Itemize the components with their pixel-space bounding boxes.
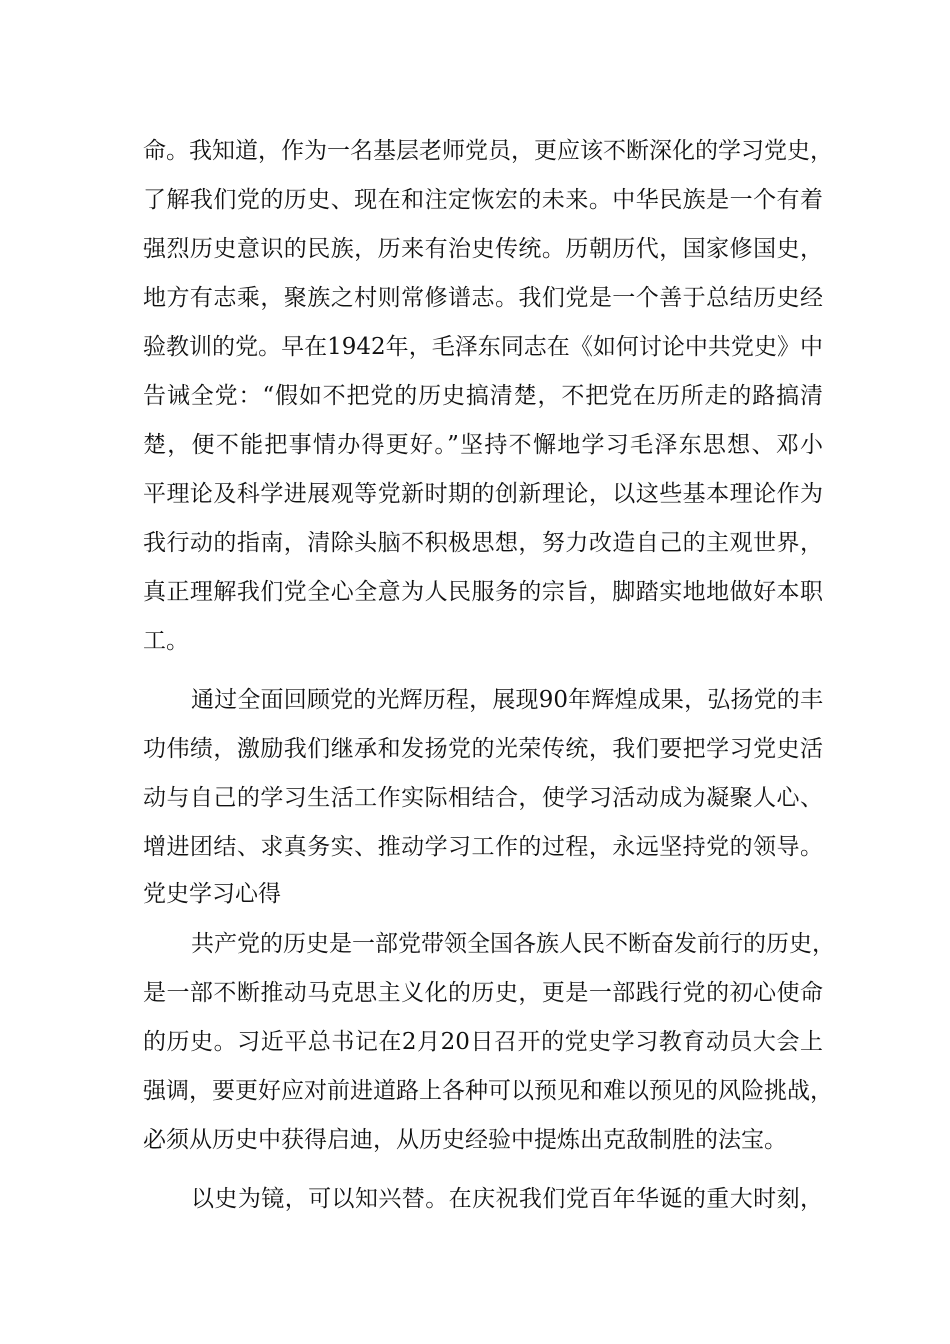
text-line: 是一部不断推动马克思主义化的历史，更是一部践行党的初心使命	[143, 980, 823, 1006]
text-line: 功伟绩，激励我们继承和发扬党的光荣传统，我们要把学习党史活	[143, 736, 823, 762]
text-line: 告诫全党：“假如不把党的历史搞清楚，不把党在历所走的路搞清	[143, 383, 823, 409]
section-heading: 党史学习心得	[143, 881, 281, 907]
text-line: 增进团结、求真务实、推动学习工作的过程，永远坚持党的领导。	[143, 834, 823, 860]
text-line: 了解我们党的历史、现在和注定恢宏的未来。中华民族是一个有着	[143, 187, 823, 213]
text-line: 必须从历史中获得启迪，从历史经验中提炼出克敌制胜的法宝。	[143, 1127, 787, 1153]
text-line: 真正理解我们党全心全意为人民服务的宗旨，脚踏实地地做好本职	[143, 579, 823, 605]
text-line: 我行动的指南，清除头脑不积极思想，努力改造自己的主观世界，	[143, 530, 823, 556]
text-line: 强调，要更好应对前进道路上各种可以预见和难以预见的风险挑战，	[143, 1078, 833, 1104]
text-line: 共产党的历史是一部党带领全国各族人民不断奋发前行的历史，	[191, 931, 835, 957]
text-line: 楚，便不能把事情办得更好。”坚持不懈地学习毛泽东思想、邓小	[143, 432, 823, 458]
text-line: 动与自己的学习生活工作实际相结合，使学习活动成为凝聚人心、	[143, 785, 823, 811]
text-line: 的历史。习近平总书记在2月20日召开的党史学习教育动员大会上	[143, 1029, 823, 1055]
text-line: 验教训的党。早在1942年，毛泽东同志在《如何讨论中共党史》中	[143, 334, 823, 360]
text-line: 工。	[143, 628, 189, 654]
text-line: 命。我知道，作为一名基层老师党员，更应该不断深化的学习党史，	[143, 138, 833, 164]
text-line: 平理论及科学进展观等党新时期的创新理论，以这些基本理论作为	[143, 481, 823, 507]
text-line: 以史为镜，可以知兴替。在庆祝我们党百年华诞的重大时刻，	[191, 1186, 823, 1212]
text-line: 强烈历史意识的民族，历来有治史传统。历朝历代，国家修国史，	[143, 236, 823, 262]
text-line: 地方有志乘，聚族之村则常修谱志。我们党是一个善于总结历史经	[143, 285, 823, 311]
text-line: 通过全面回顾党的光辉历程，展现90年辉煌成果，弘扬党的丰	[191, 687, 823, 713]
